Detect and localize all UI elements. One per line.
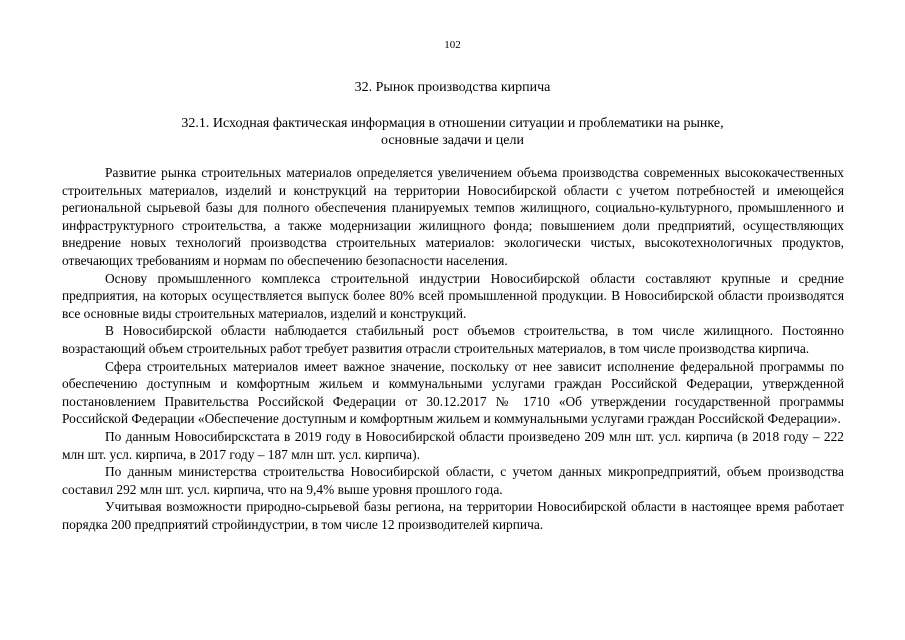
section-title: 32. Рынок производства кирпича (354, 80, 551, 95)
paragraph-federal-program: Сфера строительных материалов имеет важное значение, поскольку от нее зависит исполнение федеральной программы по обеспечению доступным и комфортным жильем и коммунальными услугами граждан Российской Федерации, утвержденной постановлением Правительства Российской Федерации от 30.12.2017 № 1710 «Об утверждении государственной программы Российской Федерации «Обеспечение доступным и комфортным жильем и коммунальными услугами граждан Российской Федерации». (62, 358, 844, 427)
subsection-title-line-2: основные задачи и цели (380, 133, 524, 148)
paragraph-ministry-data: По данным министерства строительства Новосибирской области, с учетом данных микропредприятий, объем производства составил 292 млн шт. усл. кирпича, что на 9,4% выше уровня прошлого года. (62, 464, 844, 497)
body-text (62, 164, 844, 533)
paragraph-novosibirskstat: По данным Новосибирскстата в 2019 году в Новосибирской области произведено 209 млн шт. усл. кирпича (в 2018 году – 222 млн шт. усл. кирпича, в 2017 году – 187 млн шт. усл. кирпича). (62, 428, 844, 462)
subsection-title (0, 115, 905, 149)
paragraph-construction-growth: В Новосибирской области наблюдается стабильный рост объемов строительства, в том числе жилищного. Постоянно возрастающий объем строительных работ требует развития отрасли строительных материалов, в том числе производства кирпича. (62, 323, 844, 356)
paragraph-enterprises: Учитывая возможности природно-сырьевой базы региона, на территории Новосибирской области в настоящее время работает порядка 200 предприятий стройиндустрии, в том числе 12 производителей кирпича. (62, 499, 844, 532)
page-number: 102 (444, 39, 461, 51)
subsection-title-line-1: 32.1. Исходная фактическая информация в отношении ситуации и проблематики на рынке, (181, 116, 724, 131)
paragraph-industrial-base: Основу промышленного комплекса строительной индустрии Новосибирской области составляют крупные и средние предприятия, на которых осуществляется выпуск более 80% всей промышленной продукции. В Новосибирской области производятся все основные виды строительных материалов, изделий и конструкций. (62, 270, 844, 321)
paragraph-development: Развитие рынка строительных материалов определяется увеличением объема производства современных высококачественных строительных материалов, изделий и конструкций на территории Новосибирской области с учетом потребностей и имеющейся региональной сырьевой базы для полного обеспечения планируемых темпов жилищного, социально-культурного, промышленного и инфраструктурного строительства, а также модернизации жилищного фонда; повышением доли предприятий, осуществляющих внедрение новых технологий производства строительных материалов: экологически чистых, высокотехнологичных продуктов, отвечающих требованиям и нормам по обеспечению безопасности населения. (62, 165, 844, 268)
